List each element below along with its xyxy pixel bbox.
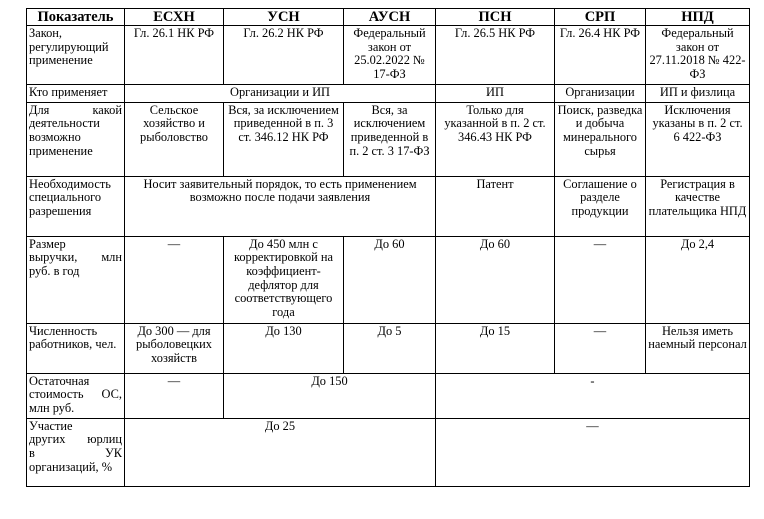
- fixed-assets-usn-ausn: До 150: [224, 373, 436, 418]
- law-npd: Федеральный закон от 27.11.2018 № 422-ФЗ: [646, 26, 750, 85]
- law-psn: Гл. 26.5 НК РФ: [436, 26, 555, 85]
- law-srp: Гл. 26.4 НК РФ: [555, 26, 646, 85]
- fixed-assets-eskhn: —: [125, 373, 224, 418]
- employees-srp: —: [555, 323, 646, 373]
- header-srp: СРП: [555, 9, 646, 26]
- activity-usn: Вся, за исключением приведенной в п. 3 ст. 346.12 НК РФ: [224, 102, 344, 176]
- who-ip: ИП: [436, 84, 555, 102]
- fixed-assets-rest: -: [436, 373, 750, 418]
- who-ip-individuals: ИП и физлица: [646, 84, 750, 102]
- revenue-label: Размер выручки, млн руб. в год: [27, 236, 125, 323]
- header-usn: УСН: [224, 9, 344, 26]
- law-row: [27, 26, 750, 85]
- employees-usn: До 130: [224, 323, 344, 373]
- revenue-npd: До 2,4: [646, 236, 750, 323]
- employees-label: Численность работников, чел.: [27, 323, 125, 373]
- registration-notify: Носит заявительный порядок, то есть применением возможно после подачи заявления: [125, 176, 436, 236]
- participation-row: [27, 418, 750, 486]
- law-eskhn: Гл. 26.1 НК РФ: [125, 26, 224, 85]
- fixed-assets-row: [27, 373, 750, 418]
- activity-label: Для какой деятельности возможно применение: [27, 102, 125, 176]
- law-usn: Гл. 26.2 НК РФ: [224, 26, 344, 85]
- activity-psn: Только для указанной в п. 2 ст. 346.43 НК РФ: [436, 102, 555, 176]
- law-ausn: Федеральный закон от 25.02.2022 № 17-ФЗ: [344, 26, 436, 85]
- tax-regimes-table: [26, 8, 750, 487]
- who-orgs: Организации: [555, 84, 646, 102]
- revenue-srp: —: [555, 236, 646, 323]
- header-indicator: Показатель: [27, 9, 125, 26]
- employees-ausn: До 5: [344, 323, 436, 373]
- who-label: Кто применяет: [27, 84, 125, 102]
- registration-row: [27, 176, 750, 236]
- who-orgs-ip: Организации и ИП: [125, 84, 436, 102]
- header-row: [27, 9, 750, 26]
- header-eskhn: ЕСХН: [125, 9, 224, 26]
- activity-eskhn: Сельское хозяйство и рыболовство: [125, 102, 224, 176]
- registration-npd: Регистрация в качестве плательщика НПД: [646, 176, 750, 236]
- header-psn: ПСН: [436, 9, 555, 26]
- who-row: [27, 84, 750, 102]
- revenue-psn: До 60: [436, 236, 555, 323]
- revenue-row: [27, 236, 750, 323]
- activity-ausn: Вся, за исключением приведенной в п. 2 ст. 3 17-ФЗ: [344, 102, 436, 176]
- activity-srp: Поиск, разведка и добыча минерального сырья: [555, 102, 646, 176]
- law-label: Закон, регулирующий применение: [27, 26, 125, 85]
- revenue-usn: До 450 млн с корректировкой на коэффициент-дефлятор для соответствующего года: [224, 236, 344, 323]
- participation-label: Участие других юрлиц в УК организаций, %: [27, 418, 125, 486]
- revenue-ausn: До 60: [344, 236, 436, 323]
- participation-rest: —: [436, 418, 750, 486]
- employees-npd: Нельзя иметь наемный персонал: [646, 323, 750, 373]
- fixed-assets-label: Остаточная стоимость ОС, млн руб.: [27, 373, 125, 418]
- registration-srp: Соглашение о разделе продукции: [555, 176, 646, 236]
- header-ausn: АУСН: [344, 9, 436, 26]
- header-npd: НПД: [646, 9, 750, 26]
- employees-row: [27, 323, 750, 373]
- activity-row: [27, 102, 750, 176]
- employees-eskhn: До 300 — для рыболовецких хозяйств: [125, 323, 224, 373]
- registration-psn: Патент: [436, 176, 555, 236]
- participation-eskhn-usn-ausn: До 25: [125, 418, 436, 486]
- employees-psn: До 15: [436, 323, 555, 373]
- registration-label: Необходимость специального разрешения: [27, 176, 125, 236]
- revenue-eskhn: —: [125, 236, 224, 323]
- activity-npd: Исключения указаны в п. 2 ст. 6 422-ФЗ: [646, 102, 750, 176]
